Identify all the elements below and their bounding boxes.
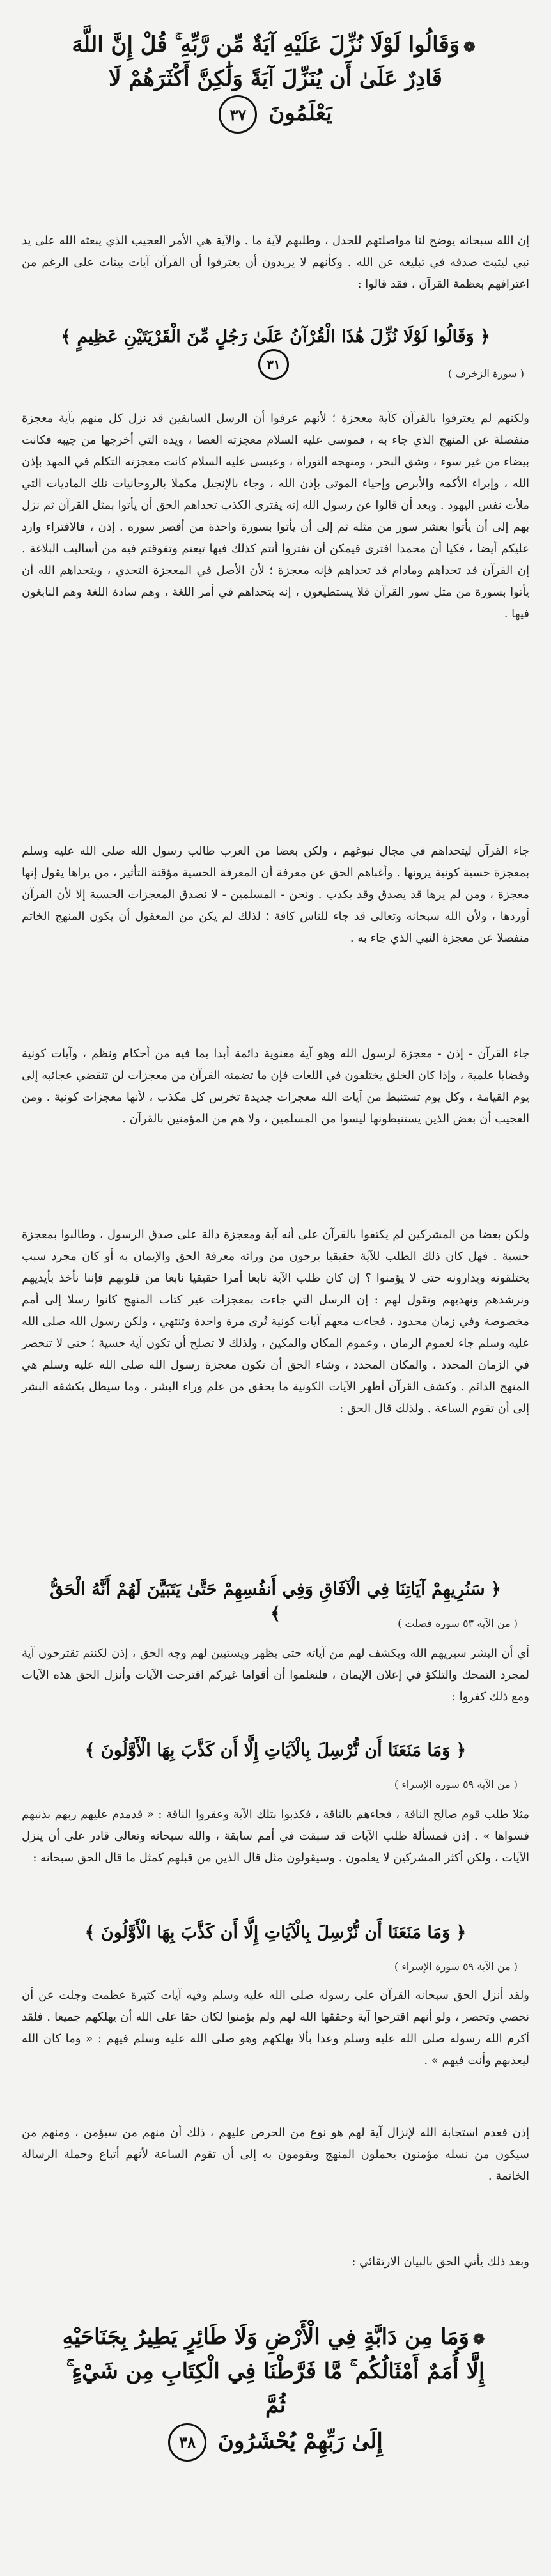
top-verse-line-3 (50, 95, 501, 134)
verse-fussilat: ﴿ سَنُرِيهِمْ آيَاتِنَا فِي الْآفَاقِ وَفِي أَنفُسِهِمْ حَتَّىٰ يَتَبَيَّنَ لَهُمْ أَنَّهُ الْحَقُّ ﴾ (50, 1579, 501, 1624)
top-verse-line-1-text: وَقَالُوا لَوْلَا نُزِّلَ عَلَيْهِ آيَةٌ مِّن رَّبِّهِ ۚ قُلْ إِنَّ اللَّهَ (72, 32, 460, 58)
verse-zukhruf-number: ٣١ (258, 349, 289, 380)
top-verse-line-1 (50, 28, 501, 62)
top-verse-line-2: قَادِرٌ عَلَىٰ أَن يُنَزِّلَ آيَةً وَلَٰكِنَّ أَكْثَرَهُمْ لَا (109, 65, 442, 91)
bottom-verse-block (55, 2320, 496, 2525)
source-isra-b: ( من الآية ٥٩ سورة الإسراء ) (394, 1960, 518, 1973)
paragraph-9: إذن فعدم استجابة الله لإنزال آية لهم هو نوع من الحرص عليهم ، ذلك أن منهم من سيؤمن ، ومنهم من سيكون من نسله مؤمنون يحملون المنهج ويقومون به إلى أن تقوم الساعة لأنهم أتباع وحملة الرسالة الخاتمة . (22, 2126, 529, 2183)
top-verse-block (50, 28, 501, 201)
paragraph-2: ولكنهم لم يعترفوا بالقرآن كآية معجزة ؛ لأنهم عرفوا أن الرسل السابقين قد نزل كل منهم بآية معجزة منفصلة عن المنهج الذي جاء به ، فموسى عليه السلام معجزته العصا ، ويده التي أخرجها من جيبه فكانت بيضاء من غير سوء ، وشق البحر ، ومنهجه التوراة ، وعيسى عليه السلام كانت معجزته التكلم في المهد بإذن الله ، وإبراء الأكمه والأبرص وإحياء الموتى بإذن الله ، وجاء بالإنجيل مكملا بالروحانيات تلك الماديات التي ملأت نفس اليهود . وبعد أن قالوا عن رسول الله إنه يفترى الكذب تحداهم الحق أن يأتوا بمثل القرآن ثم نزل بهم إلى أن يأتوا بعشر سور من مثله ثم إلى أن يأتوا بسورة واحدة من أقصر سوره . إذن ، فالافتراء وارد عليكم أيضا ، فكيا أن محمدا افترى فيمكن أن تفتروا أنتم كذلك فيها تبعتم وتفوقتم فيه من أساليب البلاغة . إن القرآن قد تحداهم ومادام قد تحداهم فإنه معجزة ؛ لأن الأصل في المعجزة التحدي ، ويتحداهم الله أن يأتوا بسورة من مثل سور القرآن فلا يستطيعون ، إنه يتحداهم في أمر اللغة ، وهم سادة اللغة وهم النابغون فيها . (22, 412, 529, 621)
bottom-verse-line-3 (55, 2423, 496, 2462)
ornament-icon: ❁ (463, 39, 476, 56)
source-isra-a: ( من الآية ٥٩ سورة الإسراء ) (394, 1778, 518, 1790)
paragraph-intro: إن الله سبحانه يوضح لنا مواصلتهم للجدل ، وطلبهم لآية ما . والآية هي الأمر العجيب الذي يبعثه الله على يد نبي ليثبت صدقه في تبليغه عن الله . وكأنهم لا يريدون أن يعترفوا أن القرآن آيات بينات على الرغم من اعترافهم بعظمة القرآن ، فقد قالوا : (22, 234, 529, 291)
source-fussilat: ( من الآية ٥٣ سورة فصلت ) (398, 1617, 518, 1629)
source-zukhruf: ( سورة الزخرف ) (448, 368, 524, 380)
verse-zukhruf-text: ﴿ وَقَالُوا لَوْلَا نُزِّلَ هَٰذَا الْقُرْآنُ عَلَىٰ رَجُلٍ مِّنَ الْقَرْيَتَيْنِ عَظِيمٍ ﴾ (61, 327, 490, 346)
bottom-verse-line-2: إِلَّا أُمَمٌ أَمْثَالُكُم ۚ مَّا فَرَّطْنَا فِي الْكِتَابِ مِن شَيْءٍ ۚ ثُمَّ (66, 2358, 485, 2419)
bottom-verse-line-1 (55, 2320, 496, 2355)
paragraph-6: أي أن البشر سيريهم الله ويكشف لهم من آياته حتى يظهر ويستبين لهم وجه الحق ، إذن لكنتم تقترحون آية لمجرد التمحك والتلكؤ في إعلان الإيمان ، فلنعلموا أن أقواما غيركم اقترحت الآيات وأنزل الحق هذه الآيات ومع ذلك كفروا : (22, 1647, 529, 1703)
verse-number-badge: ٣٧ (219, 95, 257, 134)
paragraph-5: ولكن بعضا من المشركين لم يكتفوا بالقرآن على أنه آية ومعجزة دالة على صدق الرسول ، وطالبوا بمعجزة حسية . فهل كان ذلك الطلب للآية حقيقيا يرجون من ورائه معرفة الحق والإيمان به أو كان مجرد سبب يختلقونه ويدارونه حتى لا يؤمنوا ؟ إن كان طلب الآية نابعا أمرا حقيقيا نابعا من قلوبهم فإننا نأخذ بأيديهم ونرشدهم ونهديهم ونقول لهم : إن الرسل التي جاءت بمعجزات غير كتاب المنهج كانوا رسلا إلى أمم مخصوصة وفي زمان محدود ، فجاءت معهم آيات كونية تُرى مرة واحدة وتنتهي ، ولكن رسول الله صلى الله عليه وسلم جاء لعموم الزمان ، وعموم المكان والمكين ، ولذلك لا تصلح أن تكون آية حسية ؛ حتى لا تنحصر في الزمان المحدد ، والمكان المحدد ، وشاء الحق أن تكون معجزة رسول الله صلى الله عليه وسلم هي المنهج الدائم . وكشف القرآن أظهر الآيات الكونية ما يحقق من علم وراء البشر ، وما سيظل يكشفه البشر إلى أن تقوم الساعة . ولذلك قال الحق : (22, 1228, 529, 1415)
paragraph-3: جاء القرآن ليتحداهم في مجال نبوغهم ، ولكن بعضا من العرب طالب رسول الله صلى الله عليه وسلم بمعجزة حسية كونية يرونها . وأغباهم الحق عن معرفة أن المعرفة الحسية مؤقتة التأثير ، من يراها يقول إنها معجزة ، ومن لم يرها قد يصدق وقد يكذب . ونحن - المسلمين - لا نصدق المعجزات الحسية إلا لأن القرآن أوردها ، ولأن الله سبحانه وتعالى قد جاء للناس كافة ؛ لذلك لم يكن من المعقول أن يكون المنهج الخاتم منفصلا عن معجزة النبي الذي جاء به . (22, 844, 529, 945)
bottom-verse-line-3-text: إِلَىٰ رَبِّهِمْ يُحْشَرُونَ (217, 2428, 383, 2455)
paragraph-7: مثلا طلب قوم صالح الناقة ، فجاءهم بالناقة ، فكذبوا بتلك الآية وعقروا الناقة : « فدمدم عليهم ربهم بذنبهم فسواها » . إذن فمسألة طلب الآيات قد سبقت في أمم سابقة ، والله سبحانه وتعالى قادر على أن ينزل الآيات ، ولكن أكثر المشركين لا يعلمون . وسيقولون مثل قال الذين من قبلهم كمثل ما قال الحق سبحانه : (22, 1808, 529, 1865)
verse-isra-a: ﴿ وَمَا مَنَعَنَا أَن نُّرْسِلَ بِالْآيَاتِ إِلَّا أَن كَذَّبَ بِهَا الْأَوَّلُونَ ﴾ (84, 1741, 467, 1760)
paragraph-4: جاء القرآن - إذن - معجزة لرسول الله وهو آية معنوية دائمة أبدا بما فيه من أحكام ونظم ، وآيات كونية وقضايا علمية ، وإذا كان الخلق يختلفون في اللغات فإن ما تضمنه القرآن من معجزات لن تنقضي عجائبه إلى يوم القيامة ، وكل يوم تستنبط من آيات الله معجزات جديدة تخرس كل مكذب ، لأنها معجزات كونية . ومن العجيب أن بعض الذين يستنبطونها ليسوا من المسلمين ، ولا هم من المؤمنين بالقرآن . (22, 1047, 529, 1126)
paragraph-10: وبعد ذلك يأتي الحق بالبيان الارتقائي : (352, 2255, 529, 2269)
ornament-icon: ❁ (472, 2331, 485, 2348)
verse-isra-b: ﴿ وَمَا مَنَعَنَا أَن نُّرْسِلَ بِالْآيَاتِ إِلَّا أَن كَذَّبَ بِهَا الْأَوَّلُونَ ﴾ (84, 1923, 467, 1943)
verse-number-badge: ٣٨ (168, 2423, 206, 2462)
top-verse-line-3-text: يَعْلَمُونَ (268, 100, 332, 127)
bottom-verse-line-1-text: وَمَا مِن دَابَّةٍ فِي الْأَرْضِ وَلَا طَائِرٍ يَطِيرُ بِجَنَاحَيْهِ (62, 2324, 469, 2350)
paragraph-8: ولقد أنزل الحق سبحانه القرآن على رسوله صلى الله عليه وسلم وفيه آيات كثيرة عظمت وجلت عن أن نحصي وتحصر ، ولو أنهم اقترحوا آية وحققها الله لهم ولم يؤمنوا لكان حقا على الله أن يهلكهم جميعا . فلقد أكرم الله رسوله صلى الله عليه وسلم وعدا بألا يهلكهم وهو صلى الله عليه وسلم فيهم : « وما كان الله ليعذبهم وأنت فيهم » . (22, 1989, 529, 2067)
